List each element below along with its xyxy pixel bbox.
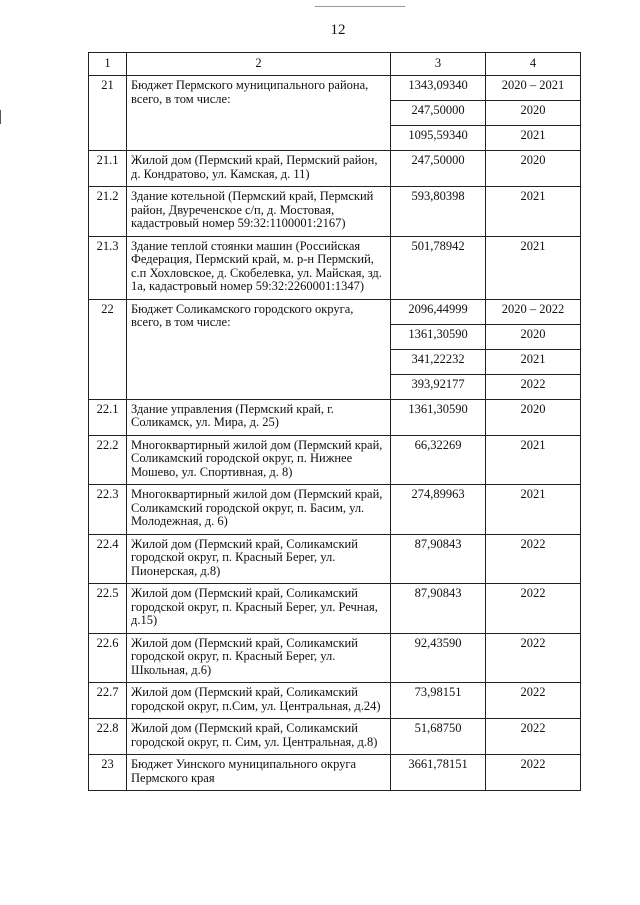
table-row [89,534,581,584]
year: 2020 [486,101,581,126]
column-header: 2 [127,53,391,76]
amount: 393,92177 [391,374,486,399]
amount: 73,98151 [391,683,486,719]
year: 2021 [486,236,581,299]
amount: 51,68750 [391,719,486,755]
item-description: Жилой дом (Пермский край, Соликамский городской округ, п. Сим, ул. Центральная, д.8) [127,719,391,755]
amount: 92,43590 [391,633,486,683]
year: 2021 [486,349,581,374]
budget-table [88,52,581,791]
amount: 274,89963 [391,485,486,535]
year: 2021 [486,435,581,485]
item-description: Здание котельной (Пермский край, Пермский район, Двуреченское с/п, д. Мостовая, кадастровый номер 59:32:1100001:2167) [127,187,391,237]
item-number: 22.4 [89,534,127,584]
amount: 1343,09340 [391,76,486,101]
top-rule [315,6,405,7]
year: 2022 [486,584,581,634]
table-row [89,399,581,435]
year: 2020 [486,151,581,187]
year: 2020 – 2022 [486,299,581,324]
item-description: Здание управления (Пермский край, г. Соликамск, ул. Мира, д. 25) [127,399,391,435]
column-header: 3 [391,53,486,76]
item-number: 22.8 [89,719,127,755]
year: 2021 [486,485,581,535]
amount: 1361,30590 [391,399,486,435]
item-number: 21 [89,76,127,151]
page-number: 12 [330,22,346,38]
item-description: Жилой дом (Пермский край, Соликамский городской округ, п. Красный Берег, ул. Пионерская, д.8) [127,534,391,584]
item-description: Жилой дом (Пермский край, Соликамский городской округ, п. Красный Берег, ул. Школьная, д.6) [127,633,391,683]
table-row [89,683,581,719]
table-row [89,719,581,755]
amount: 247,50000 [391,101,486,126]
table-row [89,299,581,324]
item-number: 22.3 [89,485,127,535]
year: 2020 [486,324,581,349]
year: 2022 [486,534,581,584]
item-number: 22.6 [89,633,127,683]
amount: 1361,30590 [391,324,486,349]
table-row [89,584,581,634]
item-description: Жилой дом (Пермский край, Пермский район, д. Кондратово, ул. Камская, д. 11) [127,151,391,187]
year: 2021 [486,126,581,151]
year: 2022 [486,633,581,683]
year: 2022 [486,683,581,719]
amount: 501,78942 [391,236,486,299]
item-description: Бюджет Пермского муниципального района, всего, в том числе: [127,76,391,151]
table-row [89,485,581,535]
item-number: 23 [89,755,127,791]
item-number: 21.3 [89,236,127,299]
item-number: 21.2 [89,187,127,237]
item-number: 22.1 [89,399,127,435]
item-number: 22 [89,299,127,399]
year: 2022 [486,719,581,755]
item-description: Бюджет Соликамского городского округа, всего, в том числе: [127,299,391,399]
amount: 87,90843 [391,584,486,634]
table-body [89,76,581,791]
column-header: 1 [89,53,127,76]
table-row [89,76,581,101]
year: 2020 – 2021 [486,76,581,101]
amount: 341,22232 [391,349,486,374]
item-number: 22.5 [89,584,127,634]
item-number: 21.1 [89,151,127,187]
item-number: 22.7 [89,683,127,719]
table-row [89,187,581,237]
year: 2022 [486,374,581,399]
table-row [89,151,581,187]
amount: 247,50000 [391,151,486,187]
item-description: Здание теплой стоянки машин (Российская Федерация, Пермский край, м. р-н Пермский, с.п Хохловское, д. Скобелевка, ул. Майская, зд. 1а, кадастровый номер 59:32:2260001:1347) [127,236,391,299]
item-description: Многоквартирный жилой дом (Пермский край, Соликамский городской округ, п. Басим, ул. Молодежная, д. 6) [127,485,391,535]
item-description: Бюджет Уинского муниципального округа Пермского края [127,755,391,791]
table-row [89,755,581,791]
amount: 1095,59340 [391,126,486,151]
amount: 3661,78151 [391,755,486,791]
item-description: Многоквартирный жилой дом (Пермский край, Соликамский городской округ, п. Нижнее Мошево, ул. Спортивная, д. 8) [127,435,391,485]
amount: 66,32269 [391,435,486,485]
amount: 87,90843 [391,534,486,584]
column-header: 4 [486,53,581,76]
table-row [89,236,581,299]
margin-mark [0,110,1,124]
year: 2020 [486,399,581,435]
table-row [89,633,581,683]
item-description: Жилой дом (Пермский край, Соликамский городской округ, п. Красный Берег, ул. Речная, д.15) [127,584,391,634]
amount: 593,80398 [391,187,486,237]
year: 2022 [486,755,581,791]
header-row [89,53,581,76]
item-number: 22.2 [89,435,127,485]
amount: 2096,44999 [391,299,486,324]
item-description: Жилой дом (Пермский край, Соликамский городской округ, п.Сим, ул. Центральная, д.24) [127,683,391,719]
year: 2021 [486,187,581,237]
table-row [89,435,581,485]
